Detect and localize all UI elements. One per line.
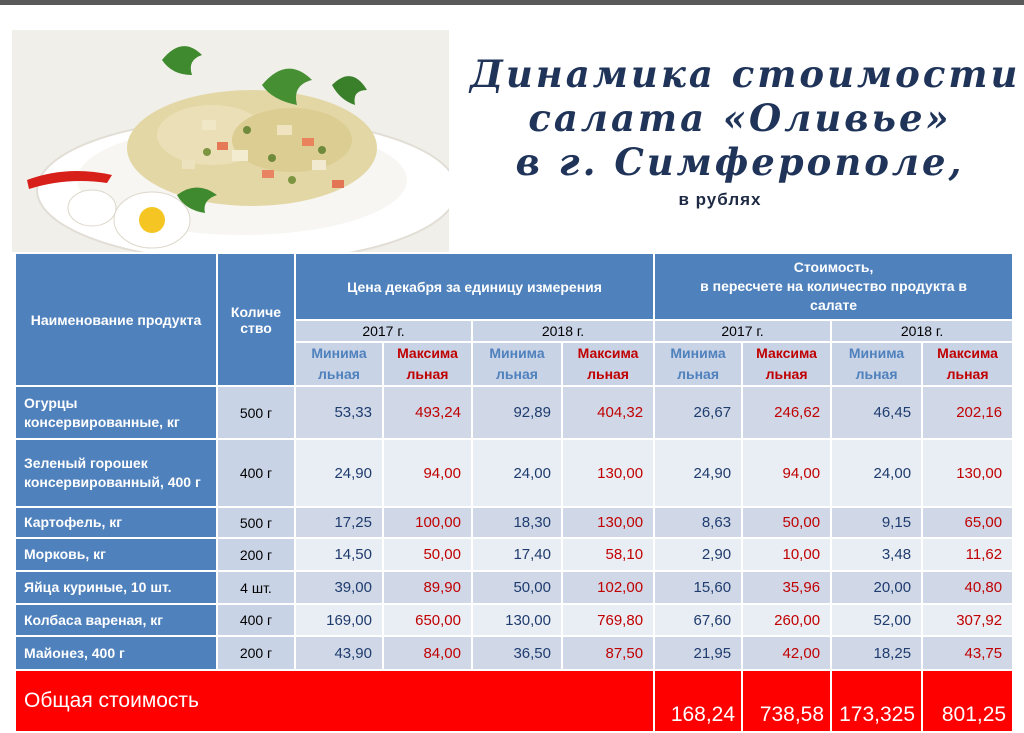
header-year: 2018 г. bbox=[472, 320, 654, 342]
cost-2018-min: 46,45 bbox=[831, 386, 922, 439]
price-2018-max: 87,50 bbox=[562, 636, 654, 670]
cost-2018-max: 11,62 bbox=[922, 538, 1013, 571]
header-year: 2017 г. bbox=[654, 320, 831, 342]
cost-2018-min: 52,00 bbox=[831, 604, 922, 636]
header-year: 2018 г. bbox=[831, 320, 1013, 342]
header-cost-group bbox=[654, 253, 1013, 320]
price-2017-min: 39,00 bbox=[295, 571, 383, 604]
price-2018-max: 102,00 bbox=[562, 571, 654, 604]
page-subtitle: в рублях bbox=[678, 190, 762, 209]
product-name: Морковь, кг bbox=[15, 538, 217, 571]
cost-2018-max: 40,80 bbox=[922, 571, 1013, 604]
table-row bbox=[15, 604, 1013, 636]
cost-2017-min: 15,60 bbox=[654, 571, 742, 604]
cost-2018-max: 65,00 bbox=[922, 507, 1013, 538]
cost-2018-max: 202,16 bbox=[922, 386, 1013, 439]
price-2017-min: 17,25 bbox=[295, 507, 383, 538]
table-row bbox=[15, 538, 1013, 571]
price-2017-max: 493,24 bbox=[383, 386, 472, 439]
price-2017-min: 169,00 bbox=[295, 604, 383, 636]
cost-2017-max: 35,96 bbox=[742, 571, 831, 604]
page-title bbox=[470, 52, 1021, 184]
header-cost-line: Стоимость, bbox=[793, 259, 874, 275]
price-2018-min: 130,00 bbox=[472, 604, 562, 636]
cost-2018-min: 18,25 bbox=[831, 636, 922, 670]
cost-2017-max: 42,00 bbox=[742, 636, 831, 670]
header-max: Максима льная bbox=[383, 342, 472, 386]
product-name: Колбаса вареная, кг bbox=[15, 604, 217, 636]
product-quantity: 500 г bbox=[217, 507, 295, 538]
total-2018-max: 801,25 bbox=[922, 670, 1013, 732]
product-name: Яйца куриные, 10 шт. bbox=[15, 571, 217, 604]
price-2017-min: 53,33 bbox=[295, 386, 383, 439]
cost-2017-max: 246,62 bbox=[742, 386, 831, 439]
cost-2017-max: 10,00 bbox=[742, 538, 831, 571]
product-name: Огурцы консервированные, кг bbox=[15, 386, 217, 439]
header-quantity-line: ство bbox=[240, 319, 272, 336]
cost-2018-min: 9,15 bbox=[831, 507, 922, 538]
product-quantity: 400 г bbox=[217, 604, 295, 636]
cost-2017-min: 8,63 bbox=[654, 507, 742, 538]
product-quantity: 4 шт. bbox=[217, 571, 295, 604]
title-line: Динамика стоимости bbox=[470, 52, 1021, 96]
cost-2017-min: 21,95 bbox=[654, 636, 742, 670]
top-border bbox=[0, 0, 1024, 5]
table-row bbox=[15, 636, 1013, 670]
header-price-group: Цена декабря за единицу измерения bbox=[295, 253, 654, 320]
cost-2018-max: 307,92 bbox=[922, 604, 1013, 636]
price-2018-min: 36,50 bbox=[472, 636, 562, 670]
product-name: Зеленый горошек консервированный, 400 г bbox=[15, 439, 217, 507]
header-quantity bbox=[217, 253, 295, 386]
price-2017-max: 89,90 bbox=[383, 571, 472, 604]
cost-2017-max: 260,00 bbox=[742, 604, 831, 636]
price-2017-max: 84,00 bbox=[383, 636, 472, 670]
price-2017-max: 100,00 bbox=[383, 507, 472, 538]
header-product-name: Наименование продукта bbox=[15, 253, 217, 386]
table-row bbox=[15, 507, 1013, 538]
price-2018-max: 58,10 bbox=[562, 538, 654, 571]
cost-2017-max: 50,00 bbox=[742, 507, 831, 538]
title-line: в г. Симферополе, bbox=[515, 140, 965, 184]
cost-2018-max: 130,00 bbox=[922, 439, 1013, 507]
price-2018-min: 17,40 bbox=[472, 538, 562, 571]
cost-2017-max: 94,00 bbox=[742, 439, 831, 507]
price-2017-max: 94,00 bbox=[383, 439, 472, 507]
price-2018-max: 130,00 bbox=[562, 439, 654, 507]
salad-photo bbox=[12, 30, 449, 252]
total-row bbox=[15, 670, 1013, 732]
product-name: Картофель, кг bbox=[15, 507, 217, 538]
header-cost-line: салате bbox=[810, 297, 858, 313]
price-2017-min: 14,50 bbox=[295, 538, 383, 571]
header-max: Максима льная bbox=[562, 342, 654, 386]
product-quantity: 400 г bbox=[217, 439, 295, 507]
price-2018-max: 130,00 bbox=[562, 507, 654, 538]
header-min: Минима льная bbox=[831, 342, 922, 386]
total-2017-min: 168,24 bbox=[654, 670, 742, 732]
header-max: Максима льная bbox=[922, 342, 1013, 386]
product-quantity: 200 г bbox=[217, 636, 295, 670]
product-quantity: 500 г bbox=[217, 386, 295, 439]
price-2017-max: 50,00 bbox=[383, 538, 472, 571]
total-2017-max: 738,58 bbox=[742, 670, 831, 732]
header-min: Минима льная bbox=[654, 342, 742, 386]
price-2017-min: 24,90 bbox=[295, 439, 383, 507]
cost-2018-min: 3,48 bbox=[831, 538, 922, 571]
total-2018-min: 173,325 bbox=[831, 670, 922, 732]
cost-2018-min: 24,00 bbox=[831, 439, 922, 507]
cost-2017-min: 2,90 bbox=[654, 538, 742, 571]
cost-2017-min: 26,67 bbox=[654, 386, 742, 439]
table-row bbox=[15, 571, 1013, 604]
product-name: Майонез, 400 г bbox=[15, 636, 217, 670]
price-2017-min: 43,90 bbox=[295, 636, 383, 670]
cost-2018-max: 43,75 bbox=[922, 636, 1013, 670]
cost-2018-min: 20,00 bbox=[831, 571, 922, 604]
price-2018-min: 18,30 bbox=[472, 507, 562, 538]
price-2018-min: 50,00 bbox=[472, 571, 562, 604]
header-quantity-line: Количе bbox=[230, 303, 282, 320]
price-table bbox=[14, 252, 1014, 733]
header-cost-line: в пересчете на количество продукта в bbox=[700, 278, 967, 294]
header-min: Минима льная bbox=[472, 342, 562, 386]
price-2018-max: 404,32 bbox=[562, 386, 654, 439]
header-min: Минима льная bbox=[295, 342, 383, 386]
price-2018-min: 92,89 bbox=[472, 386, 562, 439]
table-row bbox=[15, 439, 1013, 507]
price-2017-max: 650,00 bbox=[383, 604, 472, 636]
cost-2017-min: 67,60 bbox=[654, 604, 742, 636]
title-line: салата «Оливье» bbox=[528, 96, 952, 140]
total-label: Общая стоимость bbox=[15, 670, 654, 732]
header-max: Максима льная bbox=[742, 342, 831, 386]
price-2018-min: 24,00 bbox=[472, 439, 562, 507]
table-row bbox=[15, 386, 1013, 439]
product-quantity: 200 г bbox=[217, 538, 295, 571]
header-year: 2017 г. bbox=[295, 320, 472, 342]
price-2018-max: 769,80 bbox=[562, 604, 654, 636]
cost-2017-min: 24,90 bbox=[654, 439, 742, 507]
